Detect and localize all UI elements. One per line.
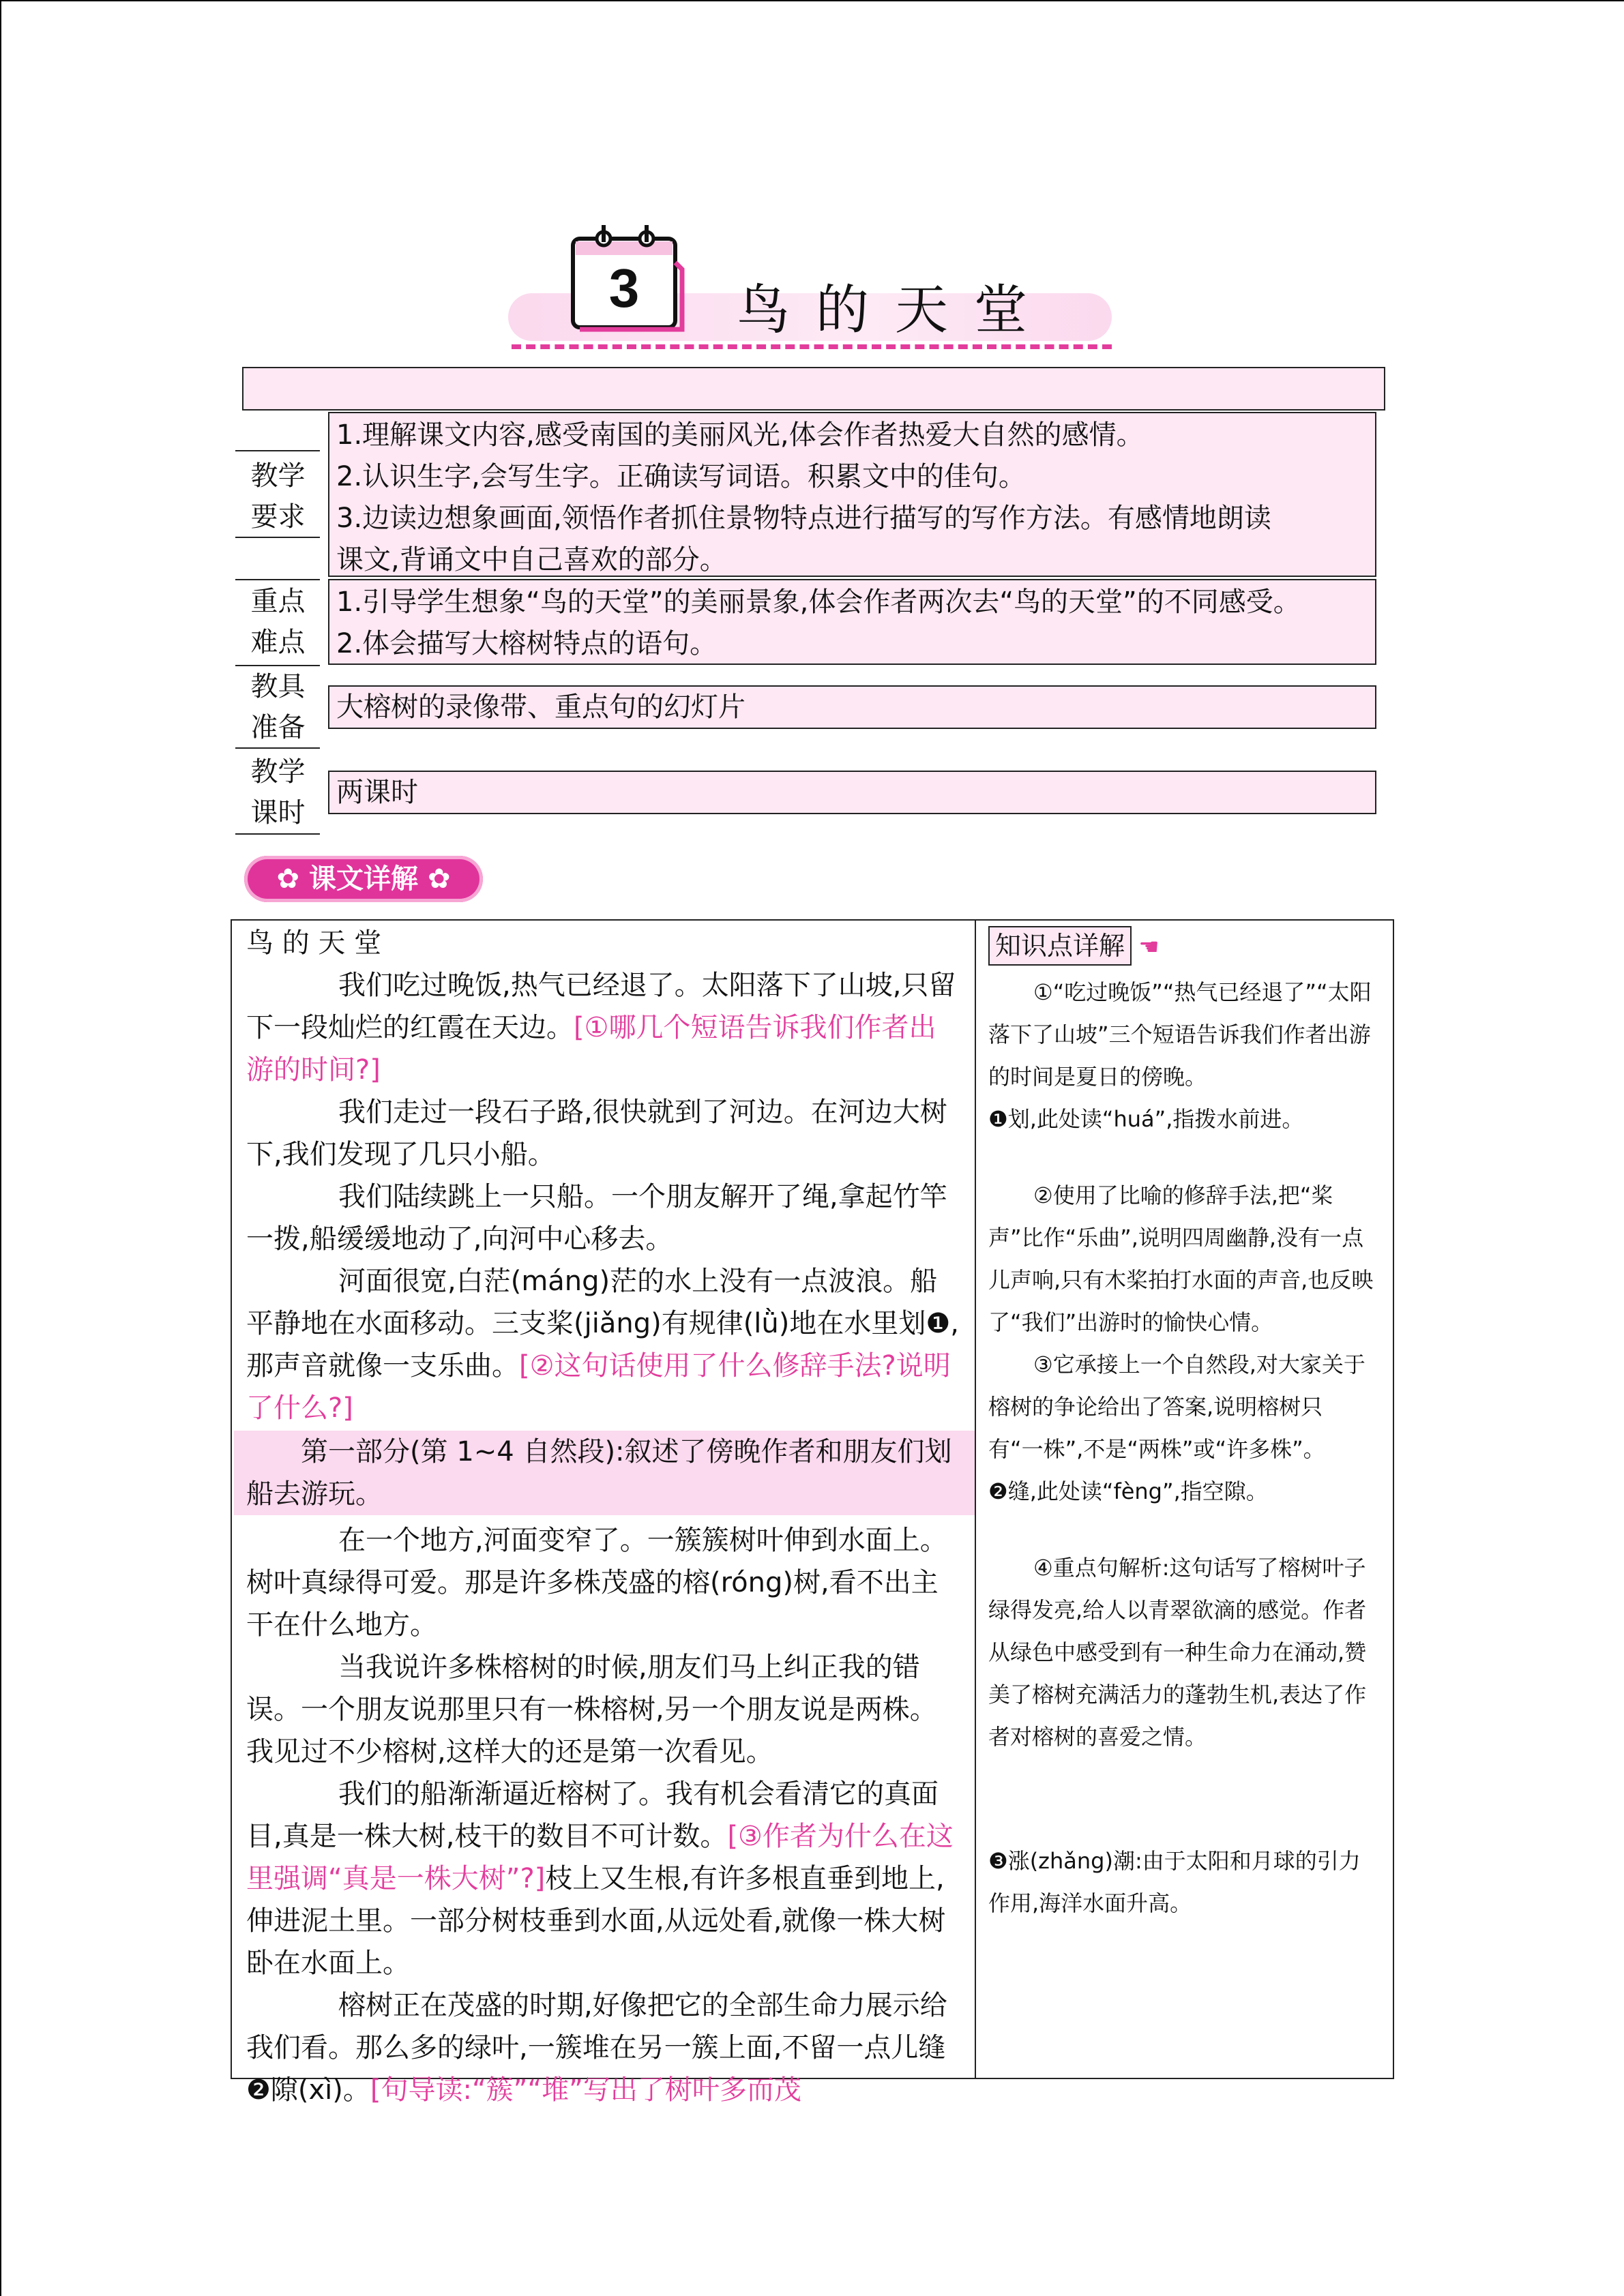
requirements-header-bar	[242, 367, 1385, 411]
note-1: ①“吃过晚饭”“热气已经退了”“太阳落下了山坡”三个短语告诉我们作者出游的时间是夏日的傍晚。	[988, 979, 1372, 1090]
lesson-title: 鸟的天堂	[737, 280, 1054, 341]
calendar-icon	[566, 222, 685, 334]
lesson-number: 3	[608, 258, 640, 318]
title-dashed-divider	[512, 344, 1112, 349]
notes-title: 知识点详解	[988, 926, 1132, 966]
class-hours-box: 两课时	[328, 771, 1376, 814]
part-summary-box: 第一部分(第 1~4 自然段):叙述了傍晚作者和朋友们划船去游玩。	[234, 1431, 975, 1515]
star-icon: ✿	[276, 863, 300, 895]
paragraph-2: 我们走过一段石子路,很快就到了河边。在河边大树下,我们发现了几只小船。	[246, 1097, 947, 1170]
section-badge: ✿ 课文详解 ✿	[244, 856, 483, 902]
label-key-points: 重点难点	[250, 586, 306, 658]
text-heading: 鸟 的 天 堂	[246, 927, 382, 959]
text-column	[246, 922, 962, 2111]
paragraph-1: 我们吃过晚饭,热气已经退了。太阳落下了山坡,只留下一段灿烂的红霞在天边。[①哪几个短语告诉我们作者出游的时间?]	[246, 970, 956, 1086]
paragraph-7: 我们的船渐渐逼近榕树了。我有机会看清它的真面目,真是一株大树,枝干的数目不可计数。[③作者为什么在这里强调“真是一株大树”?]枝上又生根,有许多根直垂到地上,伸进泥土里。一部分树枝垂到水面,从远处看,就像一株大树卧在水面上。	[246, 1778, 954, 1979]
column-divider	[975, 919, 976, 2079]
question-3: [③作者为什么在这里强调“真是一株大树”?]	[246, 1821, 954, 1894]
note-3: ③它承接上一个自然段,对大家关于榕树的争论给出了答案,说明榕树只有“一株”,不是“两株”或“许多株”。	[988, 1352, 1365, 1462]
label-teaching-tools: 教具准备	[250, 671, 306, 743]
guide-4: [句导读:“簇”“堆”写出了树叶多而茂	[370, 2074, 801, 2106]
paragraph-3: 我们陆续跳上一只船。一个朋友解开了绳,拿起竹竿一拨,船缓缓地动了,向河中心移去。	[246, 1181, 947, 1255]
question-2: [②这句话使用了什么修辞手法?说明了什么?]	[246, 1350, 951, 1424]
label-class-hours: 教学课时	[250, 756, 306, 829]
footnote-2: ❷缝,此处读“fèng”,指空隙。	[988, 1478, 1268, 1504]
footnote-3: ❸涨(zhǎng)潮:由于太阳和月球的引力作用,海洋水面升高。	[988, 1848, 1361, 1916]
paragraph-4: 河面很宽,白茫(máng)茫的水上没有一点波浪。船平静地在水面移动。三支桨(jiǎng)有规律(lǜ)地在水里划❶,那声音就像一支乐曲。[②这句话使用了什么修辞手法?说明了什么?]	[246, 1266, 959, 1424]
paragraph-5: 在一个地方,河面变窄了。一簇簇树叶伸到水面上。树叶真绿得可爱。那是许多株茂盛的榕(róng)树,看不出主干在什么地方。	[246, 1525, 947, 1641]
question-1: [①哪几个短语告诉我们作者出游的时间?]	[246, 1012, 936, 1086]
teaching-tools-box: 大榕树的录像带、重点句的幻灯片	[328, 685, 1376, 729]
note-4: ④重点句解析:这句话写了榕树叶子绿得发亮,给人以青翠欲滴的感觉。作者从绿色中感受到有一种生命力在涌动,赞美了榕树充满活力的蓬勃生机,表达了作者对榕树的喜爱之情。	[988, 1555, 1367, 1750]
paragraph-8: 榕树正在茂盛的时期,好像把它的全部生命力展示给我们看。那么多的绿叶,一簇堆在另一簇上面,不留一点儿缝❷隙(xì)。[句导读:“簇”“堆”写出了树叶多而茂	[246, 1990, 947, 2106]
footnote-1: ❶划,此处读“huá”,指拨水前进。	[988, 1106, 1304, 1132]
pointing-hand-icon: ☚	[1138, 934, 1160, 961]
label-teaching-goals: 教学要求	[250, 460, 306, 533]
notes-column	[988, 922, 1377, 1924]
star-icon: ✿	[427, 863, 451, 895]
teaching-goals-box: 1.理解课文内容,感受南国的美丽风光,体会作者热爱大自然的感情。 2.认识生字,会写生字。正确读写词语。积累文中的佳句。 3.边读边想象画面,领悟作者抓住景物特点进行描写的写作方法。有感情地朗读 课文,背诵文中自己喜欢的部分。	[328, 412, 1376, 577]
key-points-box: 1.引导学生想象“鸟的天堂”的美丽景象,体会作者两次去“鸟的天堂”的不同感受。 2.体会描写大榕树特点的语句。	[328, 579, 1376, 665]
note-2: ②使用了比喻的修辞手法,把“桨声”比作“乐曲”,说明四周幽静,没有一点儿声响,只有木桨拍打水面的声音,也反映了“我们”出游时的愉快心情。	[988, 1182, 1374, 1335]
paragraph-6: 当我说许多株榕树的时候,朋友们马上纠正我的错误。一个朋友说那里只有一株榕树,另一个朋友说是两株。我见过不少榕树,这样大的还是第一次看见。	[246, 1652, 937, 1768]
